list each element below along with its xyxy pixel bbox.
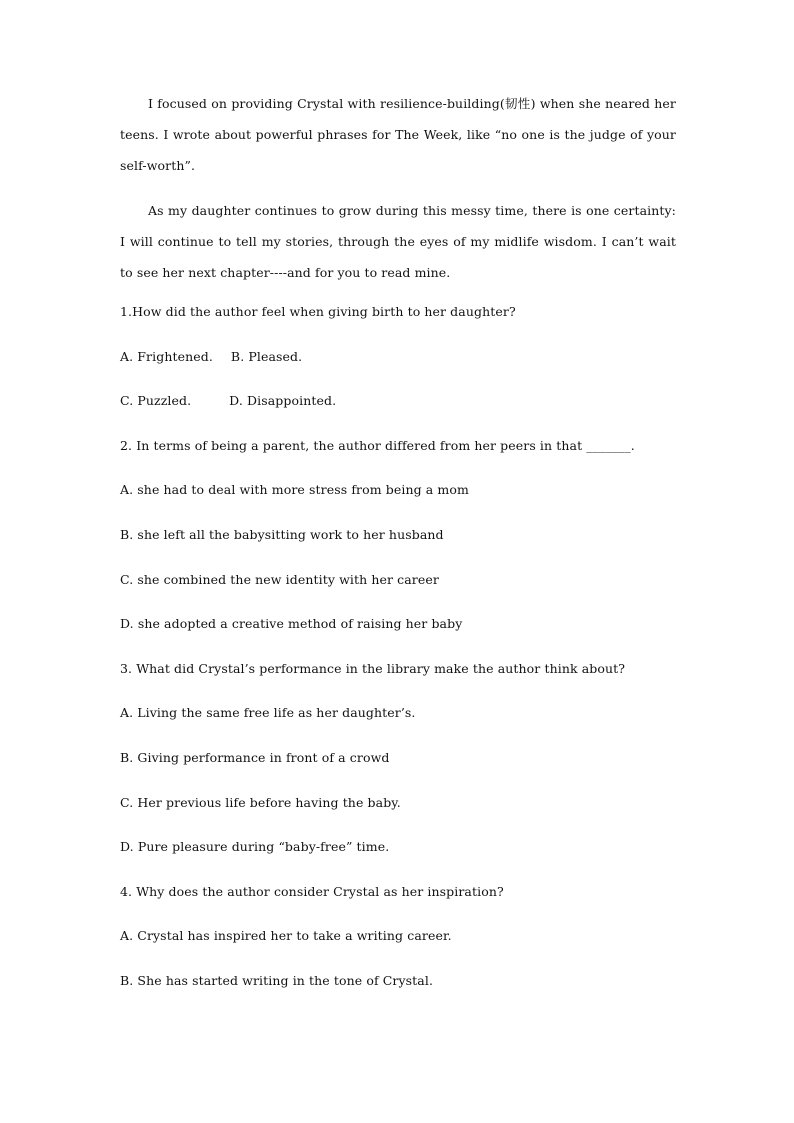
document-content	[120, 88, 676, 1016]
option-1c: C. Puzzled.	[120, 393, 192, 409]
option-4b: B. She has started writing in the tone of Crystal.	[120, 972, 434, 988]
option-4a: A. Crystal has inspired her to take a writing career.	[120, 928, 452, 944]
question-2-stem: 2. In terms of being a parent, the author differed from her peers in that _______.	[120, 437, 635, 453]
option-1d: D. Disappointed.	[229, 393, 337, 409]
question-1-stem: 1.How did the author feel when giving birth to her daughter?	[120, 304, 516, 319]
option-3d: D. Pure pleasure during “baby-free” time.	[120, 839, 390, 855]
option-3b: B. Giving performance in front of a crowd	[120, 749, 390, 765]
question-3-stem: 3. What did Crystal’s performance in the library make the author think about?	[120, 660, 626, 676]
question-1-options-row-2	[120, 391, 676, 411]
option-1b: B. Pleased.	[230, 348, 303, 364]
option-1a: A. Frightened.	[120, 348, 213, 364]
question-1-options-row-1	[120, 347, 676, 367]
option-2b: B. she left all the babysitting work to her husband	[120, 526, 444, 542]
passage-paragraph: I focused on providing Crystal with resilience-building(韧性) when she neared her teens. I wrote about powerful phrases for The Week, like “no one is the judge of your self-worth”.	[120, 96, 676, 173]
question-4-stem: 4. Why does the author consider Crystal as her inspiration?	[120, 883, 504, 899]
option-3a: A. Living the same free life as her daughter’s.	[120, 705, 416, 721]
passage-paragraph: As my daughter continues to grow during this messy time, there is one certainty: I will continue to tell my stories, through the eyes of my midlife wisdom. I can’t wait to see her next chapter----and for you to read mine.	[120, 203, 676, 280]
option-2a: A. she had to deal with more stress from being a mom	[120, 482, 469, 498]
option-2c: C. she combined the new identity with her career	[120, 571, 439, 587]
option-2d: D. she adopted a creative method of raising her baby	[120, 616, 463, 632]
option-3c: C. Her previous life before having the baby.	[120, 794, 401, 810]
